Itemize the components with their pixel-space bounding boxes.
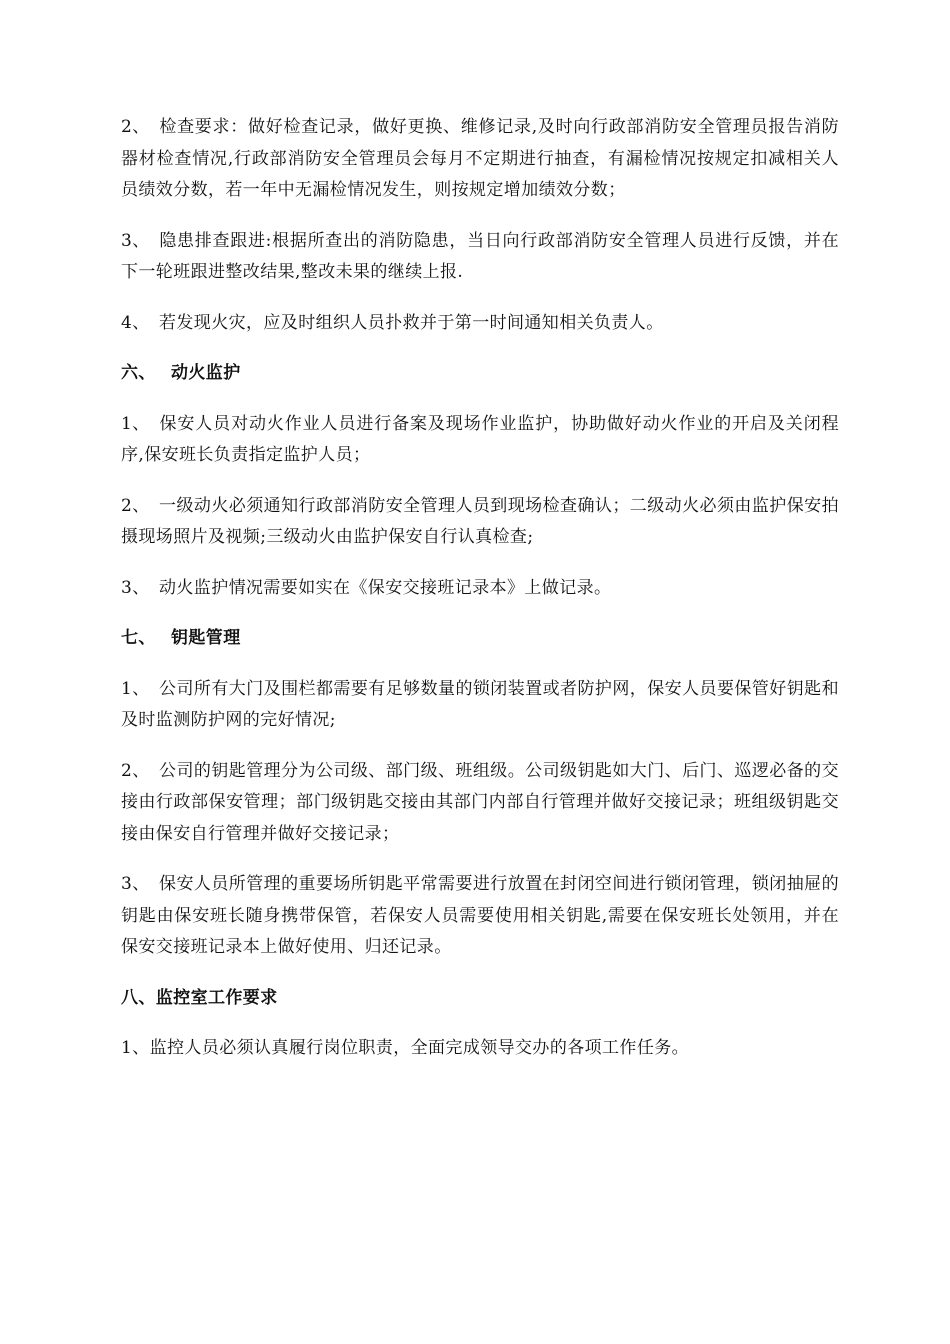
- paragraph-text: 监控人员必须认真履行岗位职责，全面完成领导交办的各项工作任务。: [149, 1038, 690, 1058]
- paragraph-item-4: [121, 308, 839, 340]
- item-number: 2、: [121, 117, 150, 137]
- paragraph-item-1: [121, 674, 839, 737]
- item-number: 3、: [121, 874, 150, 894]
- paragraph-text: 隐患排查跟进:根据所查出的消防隐患，当日向行政部消防安全管理人员进行反馈，并在下一轮班跟进整改结果,整改未果的继续上报.: [121, 230, 839, 282]
- item-number: 2、: [121, 760, 150, 781]
- section-number: 六、: [121, 363, 156, 383]
- section-number: 七、: [121, 628, 156, 648]
- document-page: [121, 112, 839, 1084]
- item-number: 4、: [121, 312, 150, 333]
- section-title: 钥匙管理: [171, 628, 241, 648]
- paragraph-item-2: [121, 491, 839, 554]
- paragraph-item-1: [121, 409, 839, 472]
- paragraph-item-2: [121, 756, 839, 851]
- section-heading-7: [121, 623, 839, 655]
- paragraph-text: 公司的钥匙管理分为公司级、部门级、班组级。公司级钥匙如大门、后门、巡逻必备的交接由行政部保安管理；部门级钥匙交接由其部门内部自行管理并做好交接记录；班组级钥匙交接由保安自行管理并做好交接记录；: [121, 760, 839, 844]
- paragraph-text: 一级动火必须通知行政部消防安全管理人员到现场检查确认；二级动火必须由监护保安拍摄现场照片及视频;三级动火由监护保安自行认真检查;: [121, 495, 839, 547]
- paragraph-text: 若发现火灾，应及时组织人员扑救并于第一时间通知相关负责人。: [159, 312, 664, 333]
- paragraph-item-3: [121, 226, 839, 289]
- item-number: 3、: [121, 577, 150, 598]
- item-number: 1、: [121, 678, 150, 699]
- section-heading-6: [121, 358, 839, 390]
- section-title: 动火监护: [171, 363, 241, 383]
- item-number: 1、: [121, 1038, 150, 1058]
- paragraph-item-1: [121, 1033, 839, 1065]
- paragraph-item-2: [121, 112, 839, 207]
- section-number: 八、: [121, 987, 156, 1008]
- paragraph-item-3: [121, 573, 839, 605]
- section-title: 监控室工作要求: [155, 987, 278, 1008]
- paragraph-text: 检查要求：做好检查记录，做好更换、维修记录,及时向行政部消防安全管理员报告消防器材检查情况,行政部消防安全管理员会每月不定期进行抽查，有漏检情况按规定扣减相关人员绩效分数，若一年中无漏检情况发生，则按规定增加绩效分数；: [121, 117, 839, 200]
- section-heading-8: [121, 983, 839, 1015]
- paragraph-text: 保安人员所管理的重要场所钥匙平常需要进行放置在封闭空间进行锁闭管理，锁闭抽屉的钥匙由保安班长随身携带保管，若保安人员需要使用相关钥匙,需要在保安班长处领用，并在保安交接班记录本上做好使用、归还记录。: [121, 874, 839, 957]
- paragraph-text: 保安人员对动火作业人员进行备案及现场作业监护，协助做好动火作业的开启及关闭程序,保安班长负责指定监护人员；: [121, 413, 839, 465]
- paragraph-text: 动火监护情况需要如实在《保安交接班记录本》上做记录。: [159, 577, 612, 598]
- item-number: 3、: [121, 230, 150, 251]
- item-number: 1、: [121, 413, 150, 434]
- paragraph-item-3: [121, 869, 839, 964]
- item-number: 2、: [121, 495, 150, 516]
- paragraph-text: 公司所有大门及围栏都需要有足够数量的锁闭装置或者防护网，保安人员要保管好钥匙和及时监测防护网的完好情况;: [121, 678, 839, 730]
